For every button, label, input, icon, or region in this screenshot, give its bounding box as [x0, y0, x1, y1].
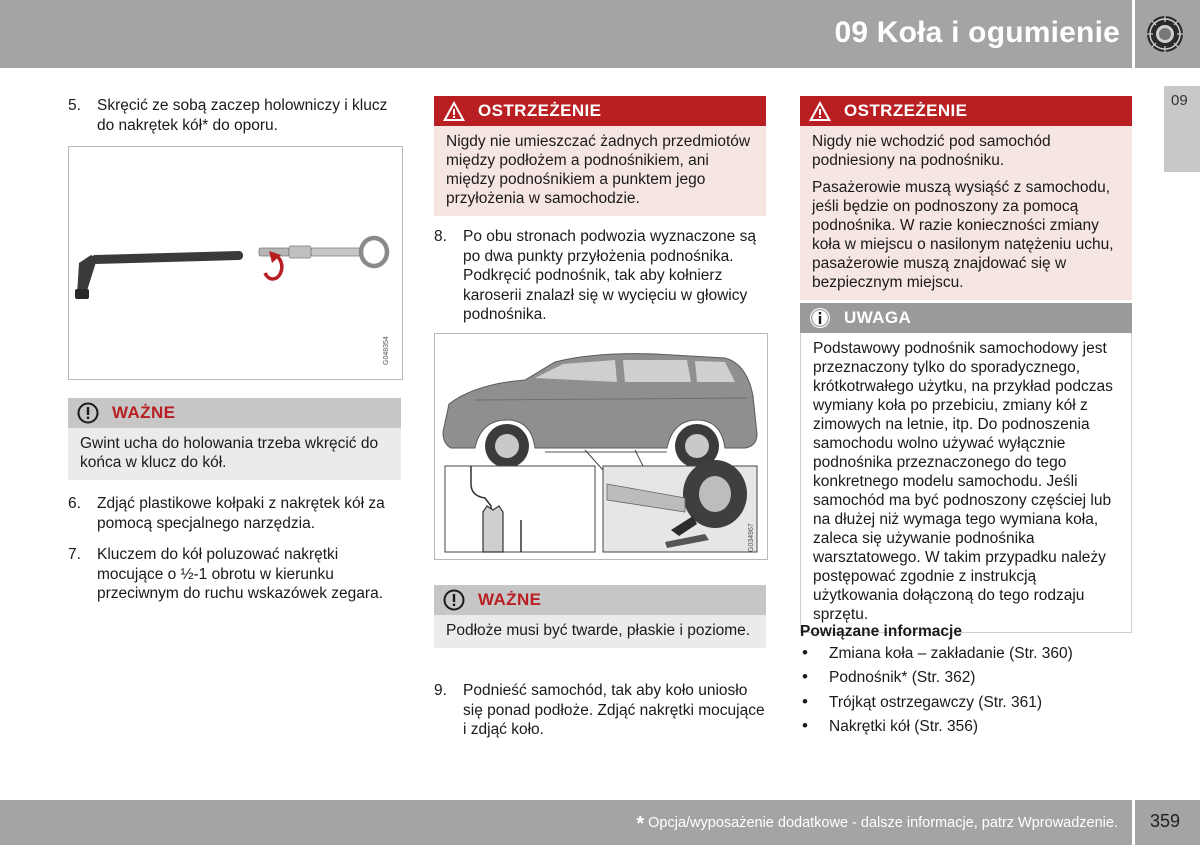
chapter-title: 09 Koła i ogumienie [834, 16, 1120, 49]
related-link[interactable]: • Zmiana koła – zakładanie (Str. 360) [800, 644, 1132, 664]
jack-placement-figure [434, 333, 768, 560]
column-2-step9 [434, 681, 766, 752]
footnote-asterisk: * [636, 813, 645, 835]
step-text: Skręcić ze sobą zaczep holowniczy i klucz do nakrętek kół* do oporu. [97, 97, 388, 134]
tow-eye-wrench-figure [68, 146, 403, 380]
important-notice-text: Gwint ucha do holowania trzeba wkręcić do końca w klucz do kół. [68, 428, 401, 480]
related-link[interactable]: • Podnośnik* (Str. 362) [800, 668, 1132, 688]
note-box [800, 303, 1132, 633]
important-notice-1 [68, 398, 401, 480]
exclamation-circle-icon [76, 402, 100, 424]
step-number: 5. [68, 97, 81, 114]
figure-code: G034967 [748, 523, 755, 552]
warning-triangle-icon [808, 100, 832, 122]
chapter-icon-box [1135, 0, 1200, 68]
step-text: Po obu stronach podwozia wyznaczone są po dwa punkty przyłożenia podnośnika. Podkręcić podnośnik, tak aby kołnierz karoserii znalazł się w wycięciu w głowicy podnośnika. [463, 228, 756, 323]
chapter-side-tab-label: 09 [1171, 92, 1188, 109]
step-text: Kluczem do kół poluzować nakrętki mocujące o ½-1 obrotu w kierunku przeciwnym do ruchu wskazówek zegara. [97, 546, 384, 602]
step-7 [68, 545, 403, 604]
related-link[interactable]: • Nakrętki kół (Str. 356) [800, 717, 1132, 737]
step-text: Zdjąć plastikowe kołpaki z nakrętek kół za pomocą specjalnego narzędzia. [97, 495, 385, 532]
warning-title: OSTRZEŻENIE [478, 101, 602, 120]
important-notice-title: WAŻNE [112, 403, 176, 422]
step-8 [434, 227, 756, 325]
info-circle-icon [808, 307, 832, 329]
footnote-text: Opcja/wyposażenie dodatkowe - dalsze informacje, patrz Wprowadzenie. [648, 815, 1118, 831]
related-info [800, 622, 1132, 742]
footer-note [636, 813, 1118, 836]
step-text: Podnieść samochód, tak aby koło uniosło się ponad podłoże. Zdjąć nakrętki mocujące i zdjąć koło. [463, 682, 765, 738]
related-link[interactable]: • Trójkąt ostrzegawczy (Str. 361) [800, 693, 1132, 713]
step-9 [434, 681, 766, 740]
column-2-step8 [434, 227, 756, 337]
step-number: 6. [68, 495, 81, 512]
warning-triangle-icon [442, 100, 466, 122]
page-number: 359 [1150, 811, 1181, 831]
important-notice-title: WAŻNE [478, 590, 542, 609]
warning-box-1 [434, 96, 766, 216]
warning-header [434, 96, 766, 126]
page-number-box [1135, 800, 1200, 845]
step-number: 9. [434, 682, 447, 699]
important-notice-header [68, 398, 401, 428]
warning-header [800, 96, 1132, 126]
important-notice-text: Podłoże musi być twarde, płaskie i poziome. [434, 615, 766, 648]
step-number: 8. [434, 228, 447, 245]
warning-title: OSTRZEŻENIE [844, 101, 968, 120]
important-notice-2 [434, 585, 766, 648]
tow-eye-wrench-illustration [69, 147, 402, 379]
step-number: 7. [68, 546, 81, 563]
column-1 [68, 96, 403, 147]
note-header [800, 303, 1132, 333]
warning-paragraph: Nigdy nie wchodzić pod samochód podniesiony na podnośniku. [812, 133, 1051, 169]
warning-body [800, 126, 1132, 300]
chapter-side-tab [1164, 86, 1200, 172]
exclamation-circle-icon [442, 589, 466, 611]
note-text: Podstawowy podnośnik samochodowy jest przeznaczony tylko do sporadycznego, krótkotrwałego użytku, na przykład podczas wymiany koła po przebiciu, zmiany kół z zimowych na letnie, itp. Do podnoszenia samochodu wolno używać wyłącznie podnośnika przeznaczonego do tego konkretnego modelu samochodu. Jeśli samochód ma być podnoszony częściej lub na dłużej niż wymaga tego wymiana koła, zaleca się używanie podnośnika warsztatowego. W takim przypadku należy postępować zgodnie z instrukcją użytkowania dołączoną do tego rodzaju sprzętu. [800, 333, 1132, 633]
figure-code: G048354 [383, 336, 390, 365]
related-info-list [800, 644, 1132, 737]
warning-paragraph: Pasażerowie muszą wysiąść z samochodu, jeśli będzie on podnoszony za pomocą podnośnika. W razie konieczności zmiany koła w miejscu o nasilonym natężeniu uchu, pasażerowie muszą znajdować się w bezpiecznym miejscu. [812, 179, 1114, 291]
column-1-steps [68, 494, 403, 616]
tire-icon [1145, 14, 1185, 54]
step-6 [68, 494, 403, 533]
important-notice-header [434, 585, 766, 615]
warning-text: Nigdy nie umieszczać żadnych przedmiotów między podłożem a podnośnikiem, ani między podnośnikiem a punktem jego przyłożenia w samochodzie. [434, 126, 766, 216]
note-title: UWAGA [844, 308, 912, 327]
warning-box-2 [800, 96, 1132, 300]
step-5 [68, 96, 403, 135]
car-on-jack-illustration [435, 334, 767, 559]
related-info-title: Powiązane informacje [800, 623, 962, 640]
